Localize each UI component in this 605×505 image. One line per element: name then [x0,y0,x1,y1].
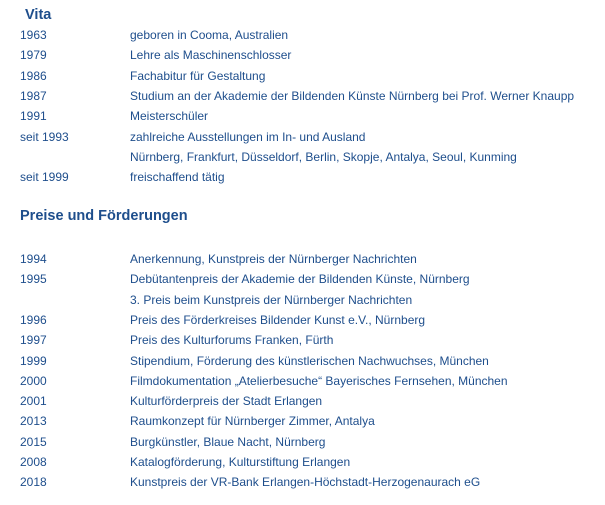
vita-entry-year: 1979 [20,48,47,63]
prizes-entry-year: 1999 [20,353,47,368]
prizes-entry-text: Kulturförderpreis der Stadt Erlangen [130,394,323,409]
prizes-entry-text: Katalogförderung, Kulturstiftung Erlangen [130,455,351,469]
prizes-entry-year: 2000 [20,373,47,388]
prizes-entry-text: Debütantenpreis der Akademie der Bildenden Künste, Nürnberg [130,272,470,287]
vita-entry-text: Fachabitur für Gestaltung [130,68,266,83]
vita-entry-text: Meisterschüler [130,109,209,124]
vita-entry-text: Nürnberg, Frankfurt, Düsseldorf, Berlin, Skopje, Antalya, Seoul, Kunming [130,149,517,164]
prizes-entry-year: 2008 [20,455,47,469]
vita-entry-year: seit 1999 [20,170,69,185]
prizes-entry-year: 1996 [20,312,47,327]
prizes-entry-year: 1995 [20,272,47,287]
vita-heading: Vita [25,7,52,23]
prizes-heading: Preise und Förderungen [20,208,188,224]
vita-entry-year: 1963 [20,28,47,42]
prizes-entry-year: 2013 [20,414,47,429]
vita-entry-text: Lehre als Maschinenschlosser [130,48,292,63]
vita-entry-text: zahlreiche Ausstellungen im In- und Ausland [130,129,366,144]
prizes-entry-year: 2015 [20,434,47,449]
prizes-entry-year: 2001 [20,394,47,409]
prizes-entry-text: Raumkonzept für Nürnberger Zimmer, Antalya [130,414,375,429]
vita-entry-year: 1987 [20,88,47,103]
vita-entry-text: geboren in Cooma, Australien [130,28,289,42]
prizes-entry-text: Preis des Kulturforums Franken, Fürth [130,333,334,348]
vita-entry-year: seit 1993 [20,129,69,144]
prizes-entry-text: Anerkennung, Kunstpreis der Nürnberger Nachrichten [130,252,417,266]
prizes-entry-text: Preis des Förderkreises Bildender Kunst e.V., Nürnberg [130,312,426,327]
prizes-entry-year: 2018 [20,475,47,490]
prizes-entry-text: Kunstpreis der VR-Bank Erlangen-Höchstadt-Herzogenaurach eG [130,475,481,490]
vita-entry-text: Studium an der Akademie der Bildenden Künste Nürnberg bei Prof. Werner Knaupp [130,88,575,103]
prizes-entry-text: Filmdokumentation „Atelierbesuche“ Bayerisches Fernsehen, München [130,373,508,388]
vita-entry-year: 1986 [20,68,47,83]
vita-entry-text: freischaffend tätig [130,170,225,185]
vita-entry-year: 1991 [20,109,47,124]
prizes-entry-year: 1997 [20,333,47,348]
prizes-entry-year: 1994 [20,252,47,266]
prizes-entry-text: 3. Preis beim Kunstpreis der Nürnberger Nachrichten [130,292,413,307]
prizes-entry-text: Burgkünstler, Blaue Nacht, Nürnberg [130,434,326,449]
prizes-entry-text: Stipendium, Förderung des künstlerischen Nachwuchses, München [130,353,489,368]
